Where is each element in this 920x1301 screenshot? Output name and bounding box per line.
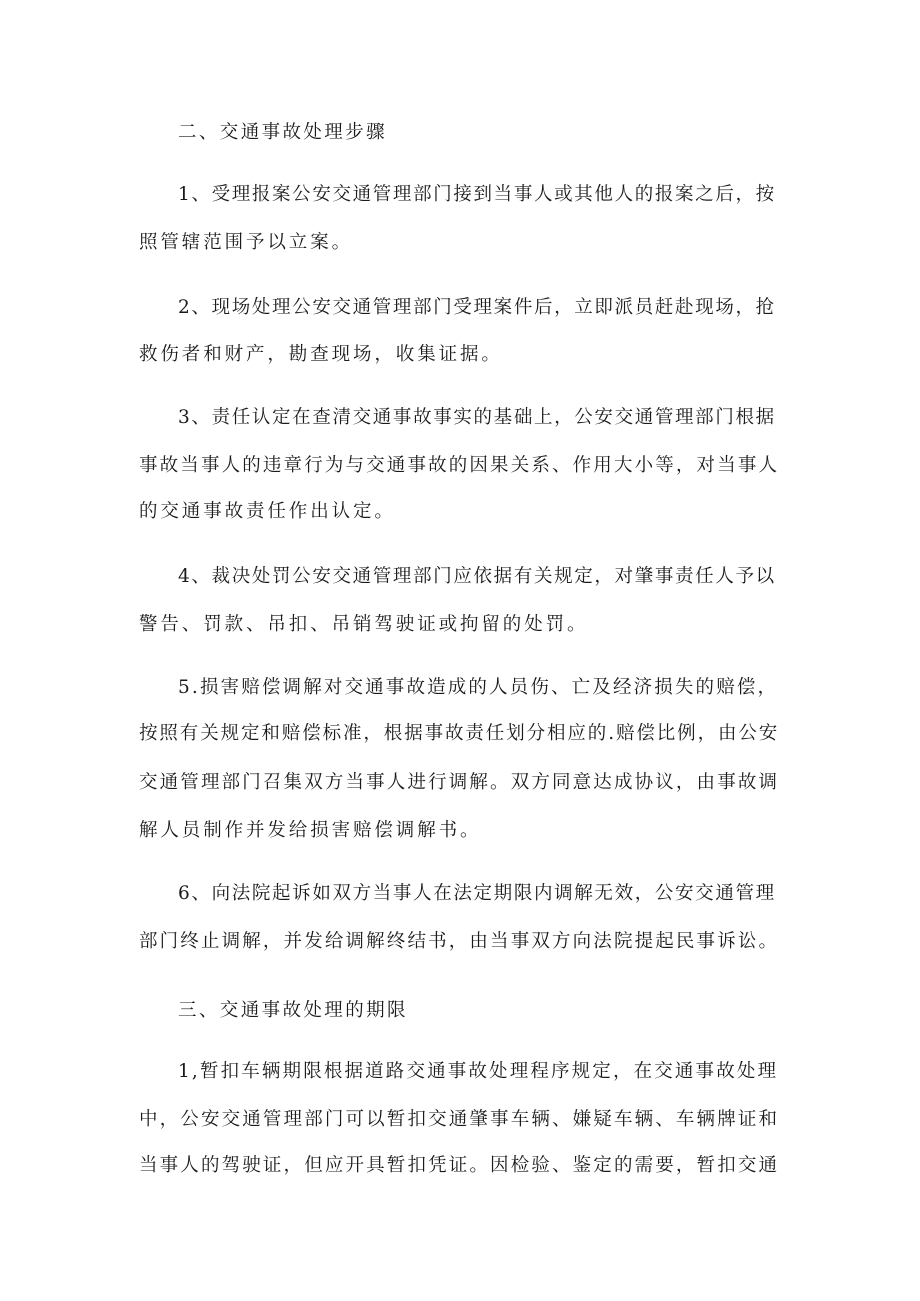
paragraph-line: 3、责任认定在查清交通事故事实的基础上，公安交通管理部门根据 xyxy=(178,407,776,428)
section-heading-deadlines: 三、交通事故处理的期限 xyxy=(178,1000,408,1021)
paragraph-line: 照管辖范围予以立案。 xyxy=(139,232,354,253)
paragraph-line: 6、向法院起诉如双方当事人在法定期限内调解无效，公安交通管理 xyxy=(178,883,776,904)
paragraph-line: 1、受理报案公安交通管理部门接到当事人或其他人的报案之后，按 xyxy=(178,184,776,205)
paragraph-line: 的交通事故责任作出认定。 xyxy=(139,501,396,522)
paragraph-line: 警告、罚款、吊扣、吊销驾驶证或拘留的处罚。 xyxy=(139,614,589,635)
paragraph-line: 按照有关规定和赔偿标准，根据事故责任划分相应的.赔偿比例，由公安 xyxy=(139,723,780,744)
paragraph-line: 2、现场处理公安交通管理部门受理案件后，立即派员赶赴现场，抢 xyxy=(178,297,776,318)
paragraph-line: 当事人的驾驶证，但应开具暂扣凭证。因检验、鉴定的需要，暂扣交通 xyxy=(139,1155,780,1176)
paragraph-line: 部门终止调解，并发给调解终结书，由当事双方向法院提起民事诉讼。 xyxy=(139,931,780,952)
section-heading-steps: 二、交通事故处理步骤 xyxy=(178,122,388,143)
paragraph-line: 解人员制作并发给损害赔偿调解书。 xyxy=(139,820,482,841)
paragraph-line: 事故当事人的违章行为与交通事故的因果关系、作用大小等，对当事人 xyxy=(139,455,780,476)
paragraph-line: 4、裁决处罚公安交通管理部门应依据有关规定，对肇事责任人予以 xyxy=(178,566,776,587)
paragraph-line: 1,暂扣车辆期限根据道路交通事故处理程序规定，在交通事故处理 xyxy=(178,1061,779,1082)
paragraph-line: 中，公安交通管理部门可以暂扣交通肇事车辆、嫌疑车辆、车辆牌证和 xyxy=(139,1109,780,1130)
paragraph-line: 5.损害赔偿调解对交通事故造成的人员伤、亡及经济损失的赔偿， xyxy=(178,677,779,698)
paragraph-line: 交通管理部门召集双方当事人进行调解。双方同意达成协议，由事故调 xyxy=(139,772,780,793)
paragraph-line: 救伤者和财产，勘查现场，收集证据。 xyxy=(139,344,503,365)
